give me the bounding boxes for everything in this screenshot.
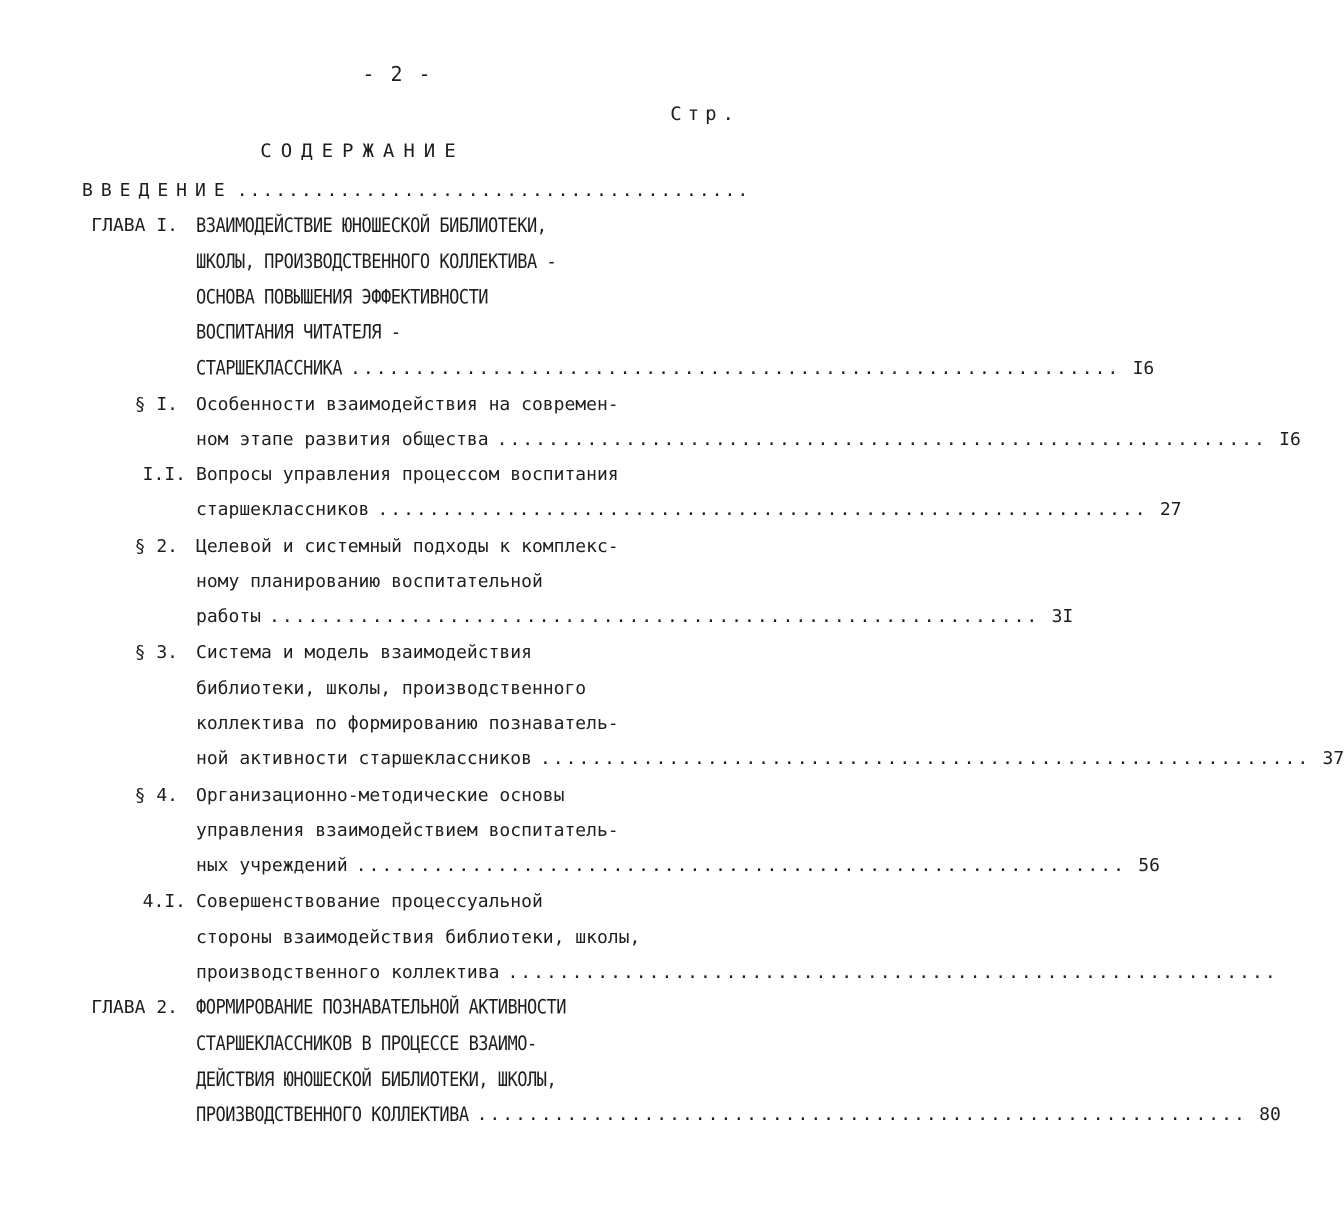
page-column-label: Стр.: [670, 103, 740, 125]
section1-1-title-line: старшеклассников: [196, 499, 370, 520]
introduction-label: ВВЕДЕНИЕ: [82, 180, 233, 201]
leader-dots: ............................................................: [507, 962, 1278, 983]
contents-title: СОДЕРЖАНИЕ: [260, 140, 465, 162]
page-number: - 2 -: [362, 62, 433, 86]
section1-title-line: ном этапе развития общества: [196, 429, 489, 450]
leader-dots: ............................................................: [355, 855, 1126, 876]
section4-title-line: ных учреждений: [196, 855, 348, 876]
chapter1-title-line: ОСНОВА ПОВЫШЕНИЯ ЭФФЕКТИВНОСТИ: [196, 286, 489, 310]
chapter2-title-line: ДЕЙСТВИЯ ЮНОШЕСКОЙ БИБЛИОТЕКИ, ШКОЛЫ,: [196, 1068, 557, 1092]
section1-1-label: I.I.: [142, 464, 186, 485]
chapter1-title-line: СТАРШЕКЛАССНИКА: [196, 357, 343, 381]
toc-entry-section4-1: [196, 960, 1278, 986]
section3-page: 37: [1322, 748, 1344, 769]
section3-title-line: коллектива по формированию познаватель-: [196, 713, 619, 734]
section2-label: § 2.: [134, 536, 178, 557]
chapter1-title-line: ШКОЛЫ, ПРОИЗВОДСТВЕННОГО КОЛЛЕКТИВА -: [196, 250, 557, 274]
section3-label: § 3.: [134, 642, 178, 663]
leader-dots: ............................................................: [350, 358, 1121, 379]
toc-entry-section1: [196, 427, 1301, 453]
chapter1-title-line: ВЗАИМОДЕЙСТВИЕ ЮНОШЕСКОЙ БИБЛИОТЕКИ,: [196, 214, 547, 238]
section4-page: 56: [1138, 855, 1160, 876]
section2-title-line: Целевой и системный подходы к комплекс-: [196, 536, 619, 557]
leader-dots: ............................................................: [496, 429, 1267, 450]
section3-title-line: Система и модель взаимодействия: [196, 642, 532, 663]
section1-1-page: 27: [1159, 499, 1182, 520]
section1-1-title-line: Вопросы управления процессом воспитания: [196, 464, 619, 485]
section4-1-title-line: стороны взаимодействия библиотеки, школы,: [196, 927, 641, 948]
toc-entry-section3: [196, 746, 1344, 772]
toc-entry-section1-1: [196, 497, 1182, 523]
chapter2-title-line: СТАРШЕКЛАССНИКОВ В ПРОЦЕССЕ ВЗАИМО-: [196, 1032, 537, 1056]
section3-title-line: библиотеки, школы, производственного: [196, 678, 587, 699]
leader-dots: ............................................................: [476, 1104, 1247, 1125]
section4-1-title-line: Совершенствование процессуальной: [196, 891, 543, 912]
toc-entry-section4: [196, 853, 1160, 879]
toc-entry-introduction: [82, 178, 751, 204]
toc-entry-chapter1: [196, 356, 1155, 382]
toc-entry-chapter2: [196, 1102, 1281, 1128]
chapter1-page: I6: [1132, 358, 1155, 379]
chapter2-page: 80: [1259, 1104, 1281, 1125]
leader-dots: ............................................................: [377, 499, 1148, 520]
section1-label: § I.: [134, 394, 178, 415]
section4-1-title-line: производственного коллектива: [196, 962, 500, 983]
section2-title-line: работы: [196, 606, 262, 627]
section2-page: 3I: [1051, 606, 1074, 627]
section4-title-line: управления взаимодействием воспитатель-: [196, 820, 619, 841]
leader-dots: ........................................: [236, 180, 751, 201]
chapter2-title-line: ФОРМИРОВАНИЕ ПОЗНАВАТЕЛЬНОЙ АКТИВНОСТИ: [196, 996, 566, 1020]
chapter1-label: ГЛАВА I.: [91, 215, 178, 236]
toc-entry-section2: [196, 604, 1074, 630]
chapter2-title-line: ПРОИЗВОДСТВЕННОГО КОЛЛЕКТИВА: [196, 1103, 469, 1127]
section1-page: I6: [1279, 429, 1301, 450]
section2-title-line: ному планированию воспитательной: [196, 571, 543, 592]
section4-1-label: 4.I.: [142, 891, 186, 912]
section1-title-line: Особенности взаимодействия на современ-: [196, 394, 619, 415]
leader-dots: ............................................................: [539, 748, 1311, 769]
section3-title-line: ной активности старшеклассников: [196, 748, 532, 769]
chapter2-label: ГЛАВА 2.: [91, 997, 178, 1018]
leader-dots: ............................................................: [269, 606, 1040, 627]
section4-title-line: Организационно-методические основы: [196, 785, 565, 806]
chapter1-title-line: ВОСПИТАНИЯ ЧИТАТЕЛЯ -: [196, 321, 401, 345]
section4-label: § 4.: [134, 785, 178, 806]
